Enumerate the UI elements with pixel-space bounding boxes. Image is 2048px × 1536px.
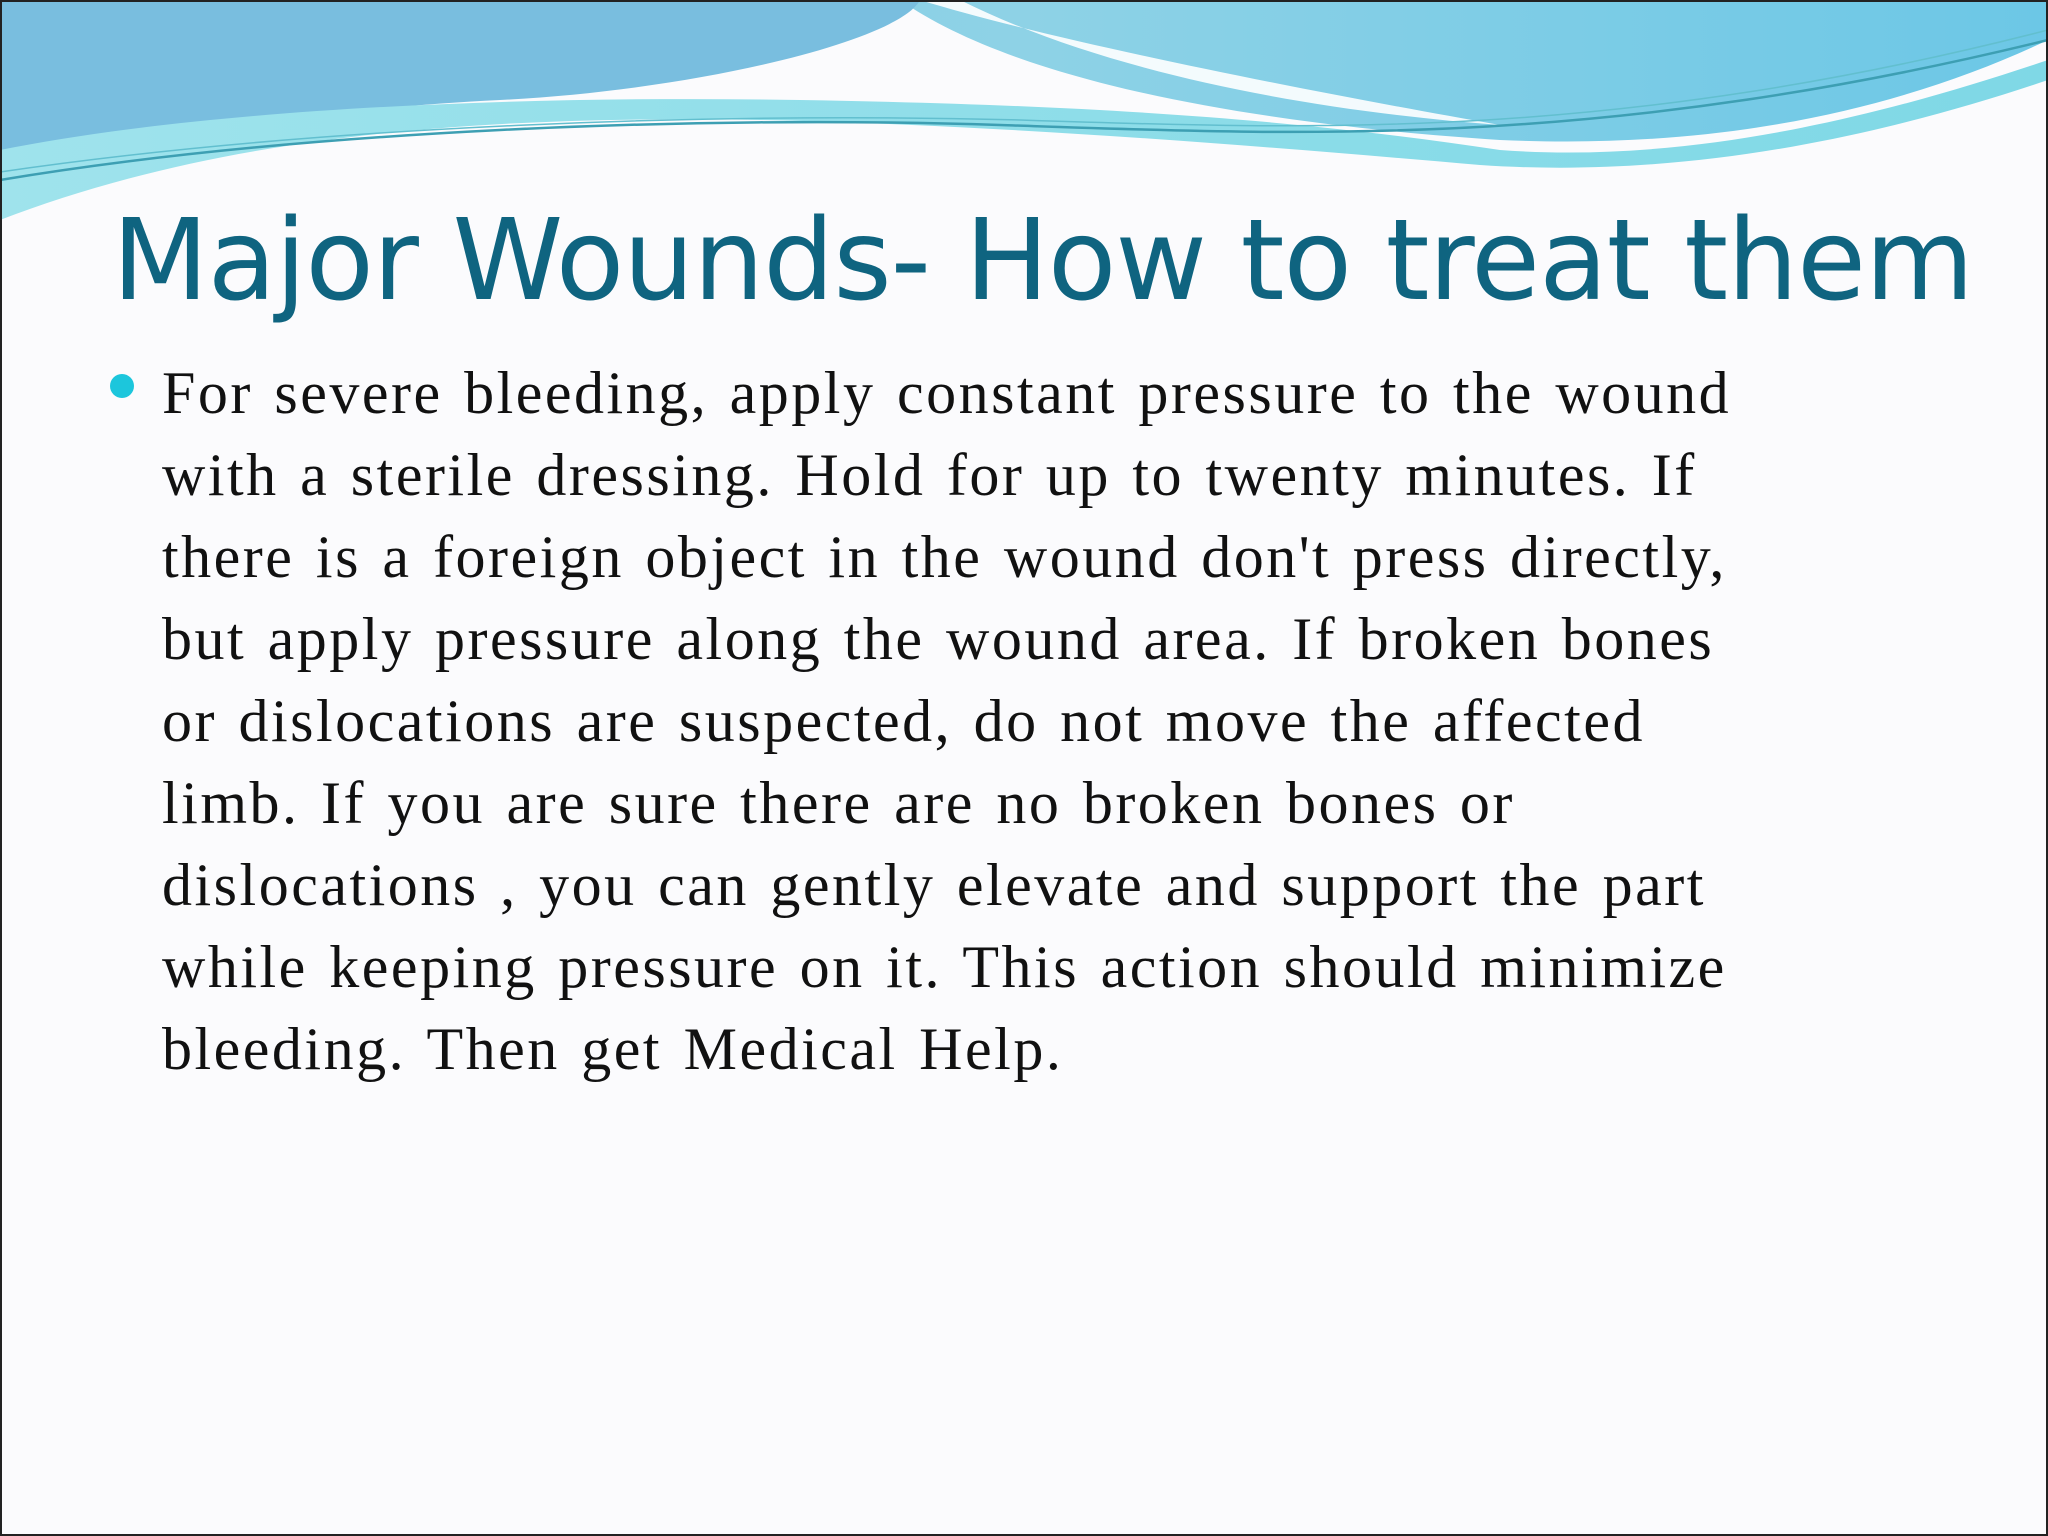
bullet-line: limb. If you are sure there are no broken bones or xyxy=(162,770,1515,836)
bullet-line: For severe bleeding, apply constant pressure to the wound xyxy=(162,360,1732,426)
bullet-line: there is a foreign object in the wound don't press directly, xyxy=(162,524,1727,590)
bullet-line: dislocations , you can gently elevate and support the part xyxy=(162,852,1706,918)
slide-title: Major Wounds- How to treat them xyxy=(112,196,1974,326)
bullet-list xyxy=(110,352,1910,1090)
bullet-text xyxy=(162,352,1910,1090)
bullet-line: while keeping pressure on it. This action should minimize xyxy=(162,934,1727,1000)
bullet-line: but apply pressure along the wound area. If broken bones xyxy=(162,606,1715,672)
bullet-line: or dislocations are suspected, do not move the affected xyxy=(162,688,1645,754)
bullet-line: bleeding. Then get Medical Help. xyxy=(162,1016,1064,1082)
bullet-item xyxy=(110,352,1910,1090)
bullet-line: with a sterile dressing. Hold for up to twenty minutes. If xyxy=(162,442,1697,508)
bullet-dot-icon xyxy=(110,374,134,398)
